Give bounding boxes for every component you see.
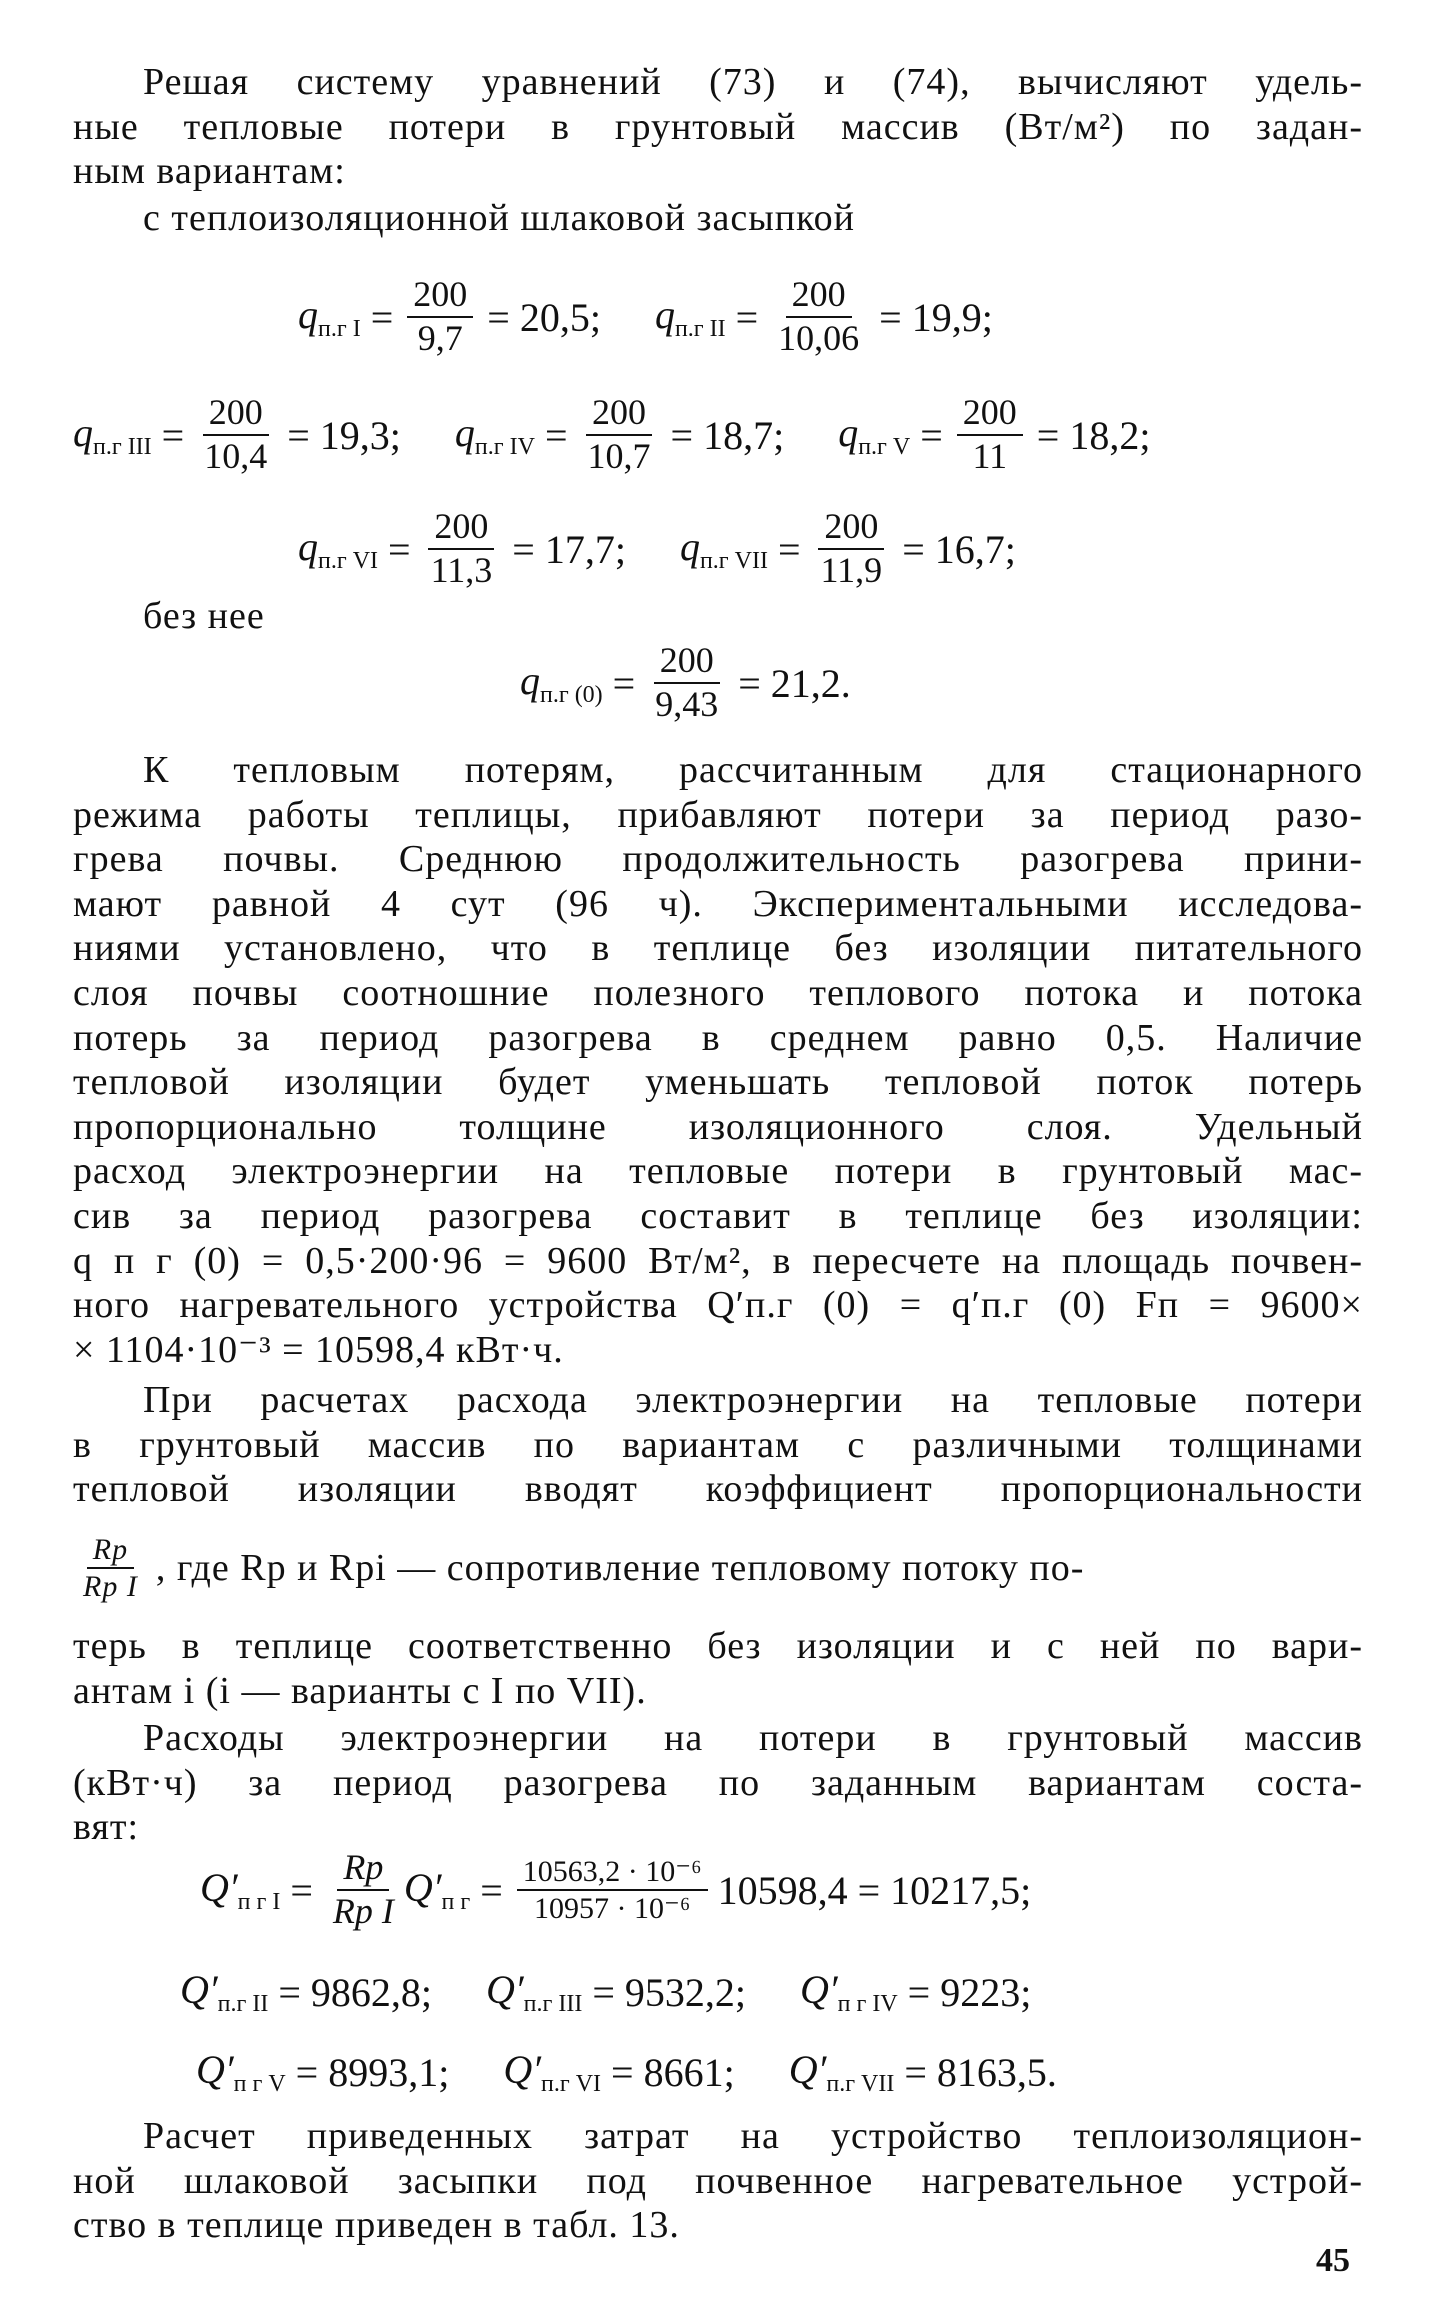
result: $Q'_{п.г III}$ = 9532,2; (486, 1967, 746, 2017)
result: $Q'_{п г IV}$ = 9223; (800, 1967, 1032, 2017)
equation: $q_{п.г I}$ = $\frac{200}{9,7}$ = 20,5; (298, 274, 601, 358)
equation-row (73, 380, 1150, 490)
coefficient-line (73, 1518, 1084, 1618)
text-line: грева почвы. Среднюю продолжительность разогрева прини- (73, 838, 1363, 881)
final-paragraph (73, 2114, 1363, 2248)
equation: $q_{п.г III}$ = $\frac{200}{10,4}$ = 19,3; (73, 392, 401, 476)
equation-row (520, 628, 851, 738)
page-number: 45 (1316, 2242, 1350, 2279)
consumption-paragraph (73, 1716, 1363, 1850)
text-line: вят: (73, 1806, 140, 1849)
text-line: ной шлаковой засыпки под почвенное нагревательное устрой- (73, 2159, 1363, 2202)
equation: $q_{п.г IV}$ = $\frac{200}{10,7}$ = 18,7; (454, 392, 785, 476)
text-line: пропорционально толщине изоляционного слоя. Удельный (73, 1105, 1363, 1148)
text-line: тепловой изоляции вводят коэффициент пропорциональности (73, 1468, 1363, 1511)
calc-paragraph (73, 1378, 1363, 1512)
intro-paragraph (73, 60, 1363, 194)
with-insulation-label: с теплоизоляционной шлаковой засыпкой (143, 197, 856, 239)
text-line: Расчет приведенных затрат на устройство теплоизоляцион- (143, 2115, 1363, 2157)
equation-row (298, 262, 993, 372)
result: $Q'_{п.г II}$ = 9862,8; (180, 1967, 432, 2017)
text-line: сив за период разогрева составит в теплице без изоляции: (73, 1194, 1363, 1237)
calc-paragraph-cont (73, 1624, 1363, 1713)
text-line: Расходы электроэнергии на потери в грунтовый массив (143, 1717, 1363, 1759)
coefficient-text: , где Rр и Rрi — сопротивление тепловому потоку по- (155, 1547, 1085, 1589)
text-line: режима работы теплицы, прибавляют потери за период разо- (73, 793, 1363, 836)
result: $Q'_{п.г VI}$ = 8661; (503, 2047, 735, 2097)
text-line: ство в теплице приведен в табл. 13. (73, 2204, 680, 2247)
result: $Q'_{п.г VII}$ = 8163,5. (788, 2047, 1057, 2097)
formula-line: q п г (0) = 0,5·200·96 = 9600 Вт/м², в пересчете на площадь почвен- (73, 1239, 1363, 1282)
main-equation: $Q'_{п г I}$ = $\frac{Rр}{\text{Rр I}}$ $Q'_{п г}$ = $\frac{\text{10563,2 · 10⁻⁶}}{\text{10957 · 10⁻⁶}}$ 10598,4 = 10217,5; (200, 1847, 1032, 1931)
results-row (180, 1960, 1031, 2024)
heat-loss-paragraph (73, 748, 1363, 1372)
text-line: При расчетах расхода электроэнергии на тепловые потери (143, 1379, 1363, 1421)
text-line: (кВт·ч) за период разогрева по заданным вариантам соста- (73, 1761, 1363, 1804)
text-line: слоя почвы соотношние полезного теплового потока и потока (73, 971, 1363, 1014)
equation: $q_{п.г VII}$ = $\frac{200}{11,9}$ = 16,7; (679, 506, 1016, 590)
text-line: расход электроэнергии на тепловые потери в грунтовый мас- (73, 1150, 1363, 1193)
text-line: ниями установлено, что в теплице без изоляции питательного (73, 927, 1363, 970)
formula-line: × 1104·10⁻³ = 10598,4 кВт·ч. (73, 1328, 564, 1371)
equation: $q_{п.г (0)}$ = $\frac{200}{9,43}$ = 21,2. (520, 640, 851, 724)
equation-row (298, 494, 1016, 604)
text-line: К тепловым потерям, рассчитанным для стационарного (143, 749, 1363, 791)
text-line: мают равной 4 сут (96 ч). Экспериментальными исследова- (73, 882, 1363, 925)
formula-line: ного нагревательного устройства Q′п.г (0) = q′п.г (0) Fп = 9600× (73, 1284, 1363, 1327)
text-line: терь в теплице соответственно без изоляции и с ней по вари- (73, 1625, 1363, 1667)
text-line: ным вариантам: (73, 150, 346, 193)
equation: $q_{п.г V}$ = $\frac{200}{11}$ = 18,2; (838, 392, 1151, 476)
without-label: без нее (143, 595, 265, 637)
text-line: в грунтовый массив по вариантам с различными толщинами (73, 1423, 1363, 1466)
text-line: Решая систему уравнений (73) и (74), вычисляют удель- (143, 61, 1363, 103)
text-line: антам i (i — варианты с I по VII). (73, 1669, 647, 1712)
results-row (196, 2040, 1057, 2104)
result: $Q'_{п г V}$ = 8993,1; (196, 2047, 450, 2097)
equation: $q_{п.г VI}$ = $\frac{200}{11,3}$ = 17,7; (298, 506, 626, 590)
text-line: ные тепловые потери в грунтовый массив (Вт/м²) по задан- (73, 105, 1363, 148)
text-line: потерь за период разогрева в среднем равно 0,5. Наличие (73, 1016, 1363, 1059)
text-line: тепловой изоляции будет уменьшать тепловой поток потерь (73, 1061, 1363, 1104)
coefficient-fraction: $\frac{Rр}{\text{Rр I}}$ (83, 1532, 138, 1603)
equation: $q_{п.г II}$ = $\frac{200}{10,06}$ = 19,9; (654, 274, 993, 358)
